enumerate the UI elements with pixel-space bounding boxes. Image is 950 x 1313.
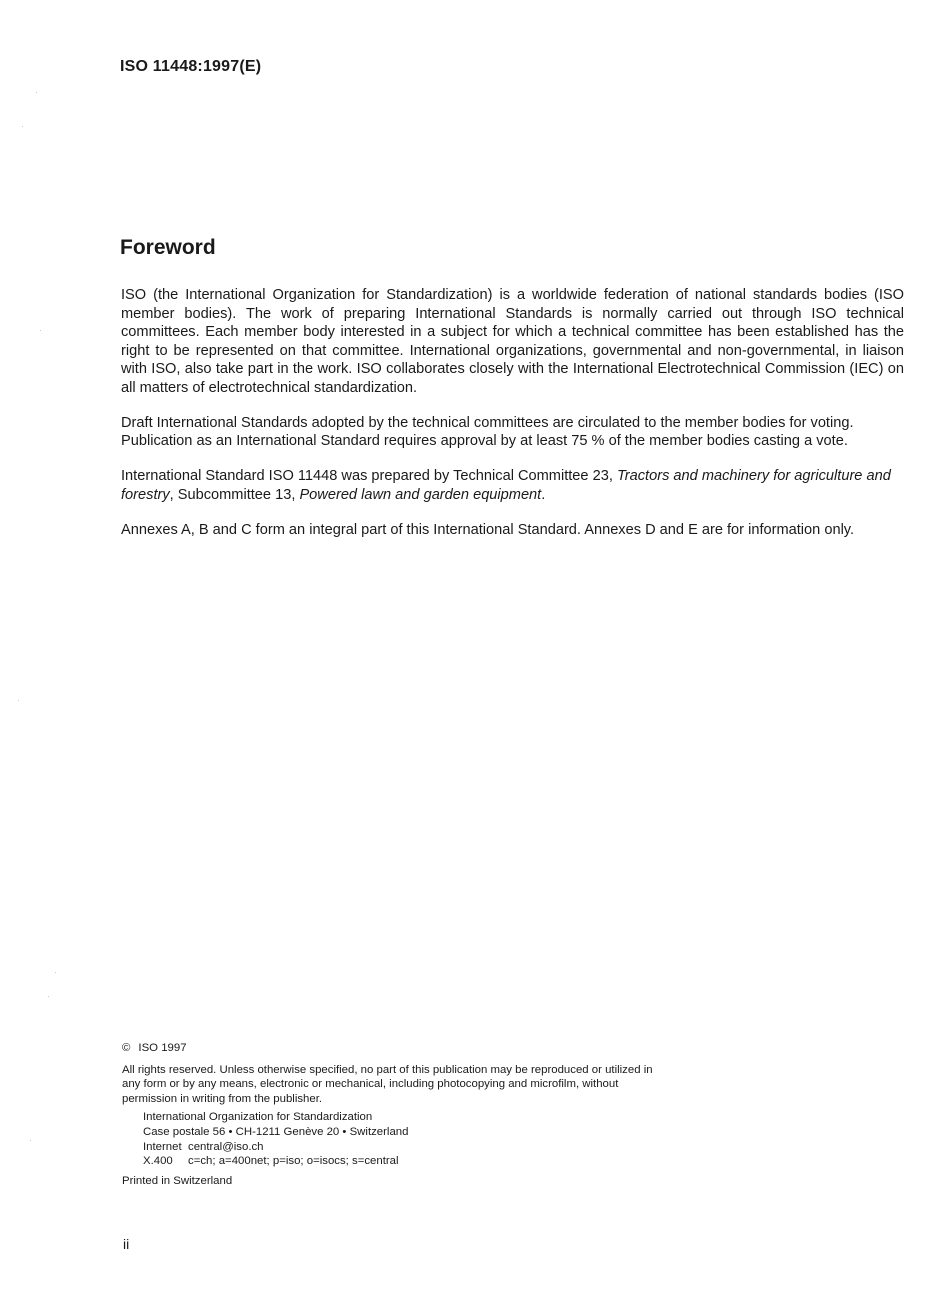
document-identifier: ISO 11448:1997(E)	[120, 58, 262, 75]
foreword-heading: Foreword	[120, 236, 216, 259]
p3-text-c: , Subcommittee 13,	[169, 486, 300, 503]
scan-speck	[36, 92, 37, 93]
sc13-title: Powered lawn and garden equipment	[299, 486, 542, 503]
internet-label: Internet	[143, 1140, 182, 1153]
page-number: ii	[123, 1236, 130, 1252]
rights-statement: All rights reserved. Unless otherwise specified, no part of this publication may be reproduced or utilized in any form or by any means, electronic or mechanical, including photocopying and microfilm, without permission in writing from the publisher.	[122, 1063, 653, 1105]
x400-label: X.400	[143, 1155, 173, 1168]
internet-address: central@iso.ch	[188, 1140, 264, 1153]
scan-speck	[30, 1140, 31, 1141]
tc23-title: Tractors and machinery for agriculture and forestry	[121, 468, 891, 503]
foreword-paragraph-4: Annexes A, B and C form an integral part of this International Standard. Annexes D and E are for information only.	[121, 521, 855, 538]
scan-speck	[22, 126, 23, 127]
p3-text-a: International Standard ISO 11448 was prepared by Technical Committee 23,	[121, 468, 617, 484]
x400-address: c=ch; a=400net; p=iso; o=isocs; s=central	[188, 1155, 399, 1168]
copyright-line	[122, 1041, 662, 1056]
publisher-name: International Organization for Standardization	[143, 1111, 373, 1124]
foreword-body	[121, 286, 904, 556]
copyright-year: ISO 1997	[138, 1042, 187, 1054]
scan-speck	[18, 700, 19, 701]
copyright-symbol: ©	[122, 1042, 131, 1054]
scan-speck	[48, 996, 49, 997]
foreword-paragraph-2: Draft International Standards adopted by the technical committees are circulated to the member bodies for voting. Publication as an International Standard requires approval by at least 75 % of the member bodies casting a vote.	[121, 414, 854, 449]
copyright-block	[122, 1041, 662, 1188]
p3-text-e: .	[541, 486, 546, 503]
internet-row	[143, 1140, 662, 1155]
postal-address: Case postale 56 • CH-1211 Genève 20 • Switzerland	[143, 1125, 409, 1138]
x400-row	[143, 1154, 662, 1169]
foreword-paragraph-3	[121, 467, 904, 504]
printed-in: Printed in Switzerland	[122, 1174, 233, 1187]
publisher-address	[122, 1110, 662, 1168]
scan-speck	[55, 972, 56, 973]
scan-speck	[40, 330, 41, 331]
foreword-paragraph-1: ISO (the International Organization for Standardization) is a worldwide federation of national standards bodies (ISO member bodies). The work of preparing International Standards is normally carried out through ISO technical committees. Each member body interested in a subject for which a technical committee has been established has the right to be represented on that committee. International organizations, governmental and non-governmental, in liaison with ISO, also take part in the work. ISO collaborates closely with the International Electrotechnical Commission (IEC) on all matters of electrotechnical standardization.	[121, 287, 904, 396]
